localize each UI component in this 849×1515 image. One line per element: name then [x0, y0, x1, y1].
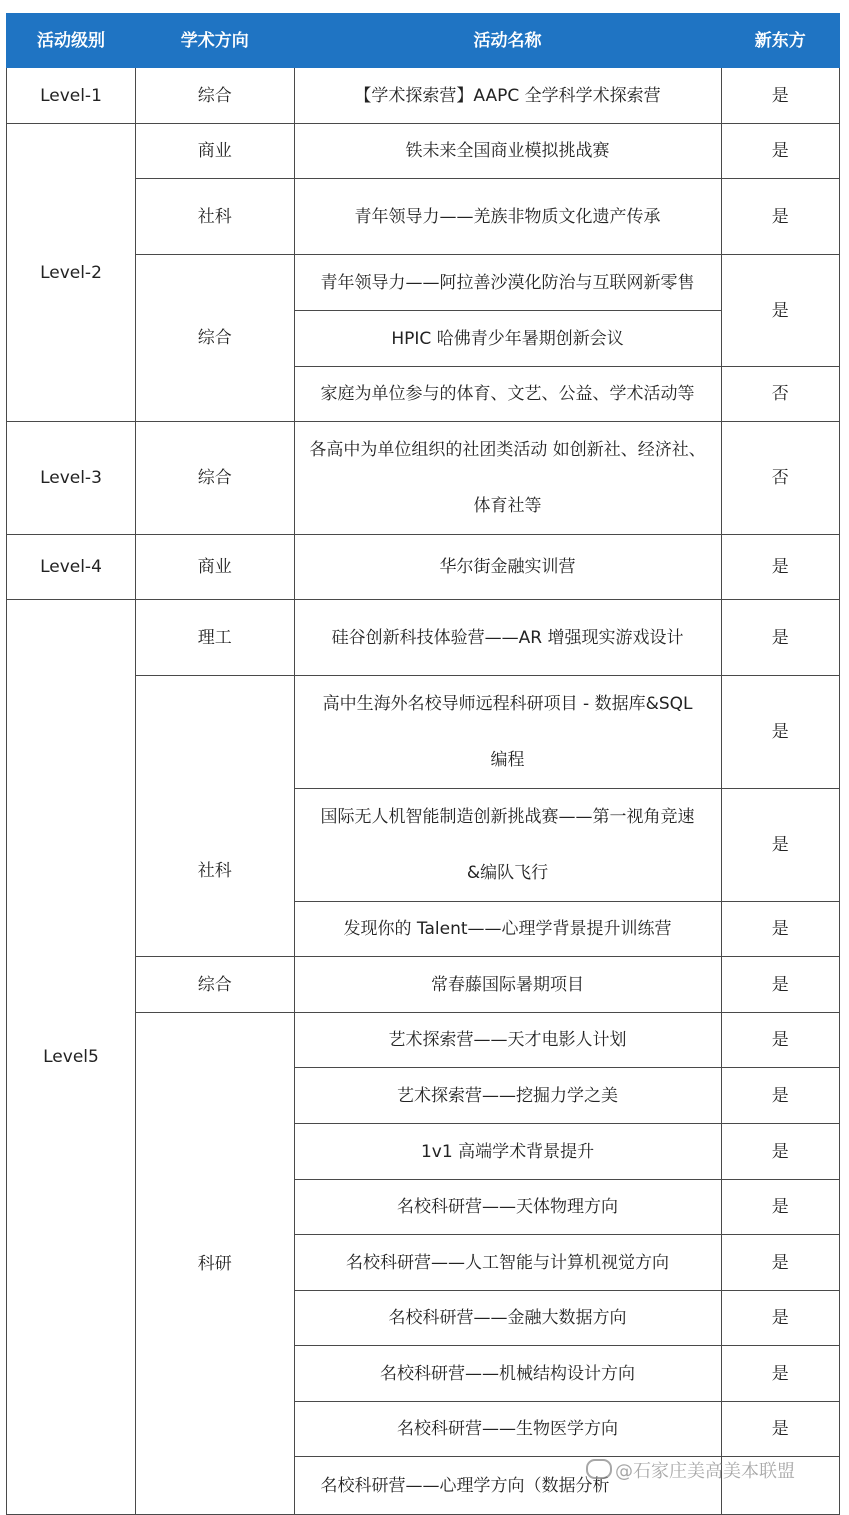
activity-name-line2: 编程 — [490, 750, 525, 770]
table-row — [7, 600, 840, 676]
activity-name: 青年领导力——羌族非物质文化遗产传承 — [294, 179, 721, 255]
xdf-cell: 是 — [721, 124, 839, 179]
table-row — [7, 535, 840, 600]
header-name: 活动名称 — [294, 14, 721, 68]
activity-name: 铁未来全国商业模拟挑战赛 — [294, 124, 721, 179]
table-row — [7, 422, 840, 535]
level-cell: Level-3 — [7, 422, 136, 535]
activity-name-line2: &编队飞行 — [466, 863, 549, 883]
direction-cell: 社科 — [135, 179, 294, 255]
direction-cell: 社科 — [135, 676, 294, 957]
xdf-cell: 是 — [721, 789, 839, 902]
direction-cell: 理工 — [135, 600, 294, 676]
xdf-cell: 是 — [721, 1402, 839, 1457]
xdf-cell: 是 — [721, 1068, 839, 1124]
activity-name-line1: 国际无人机智能制造创新挑战赛——第一视角竞速 — [320, 807, 695, 827]
activity-name: 青年领导力——阿拉善沙漠化防治与互联网新零售 — [294, 255, 721, 311]
xdf-cell: 是 — [721, 1013, 839, 1068]
xdf-cell: 是 — [721, 68, 839, 124]
direction-cell: 综合 — [135, 255, 294, 422]
level-cell: Level-4 — [7, 535, 136, 600]
xdf-cell: 是 — [721, 957, 839, 1013]
activity-name: 名校科研营——金融大数据方向 — [294, 1291, 721, 1346]
wechat-icon — [586, 1459, 612, 1479]
activity-name: 【学术探索营】AAPC 全学科学术探索营 — [294, 68, 721, 124]
activity-name: 名校科研营——生物医学方向 — [294, 1402, 721, 1457]
xdf-cell: 是 — [721, 535, 839, 600]
activity-name — [294, 676, 721, 789]
direction-cell: 商业 — [135, 124, 294, 179]
xdf-cell: 否 — [721, 422, 839, 535]
direction-cell: 科研 — [135, 1013, 294, 1515]
direction-cell: 综合 — [135, 957, 294, 1013]
activity-name: 常春藤国际暑期项目 — [294, 957, 721, 1013]
level-cell: Level-1 — [7, 68, 136, 124]
activity-name-line1: 各高中为单位组织的社团类活动 如创新社、经济社、 — [309, 440, 706, 460]
table-row — [7, 68, 840, 124]
watermark — [586, 1457, 795, 1483]
activity-name-line1: 高中生海外名校导师远程科研项目 - 数据库&SQL — [322, 694, 693, 714]
level-cell: Level-2 — [7, 124, 136, 422]
level-cell: Level5 — [7, 600, 136, 1515]
table-row — [7, 124, 840, 179]
direction-cell: 综合 — [135, 68, 294, 124]
xdf-cell: 是 — [721, 179, 839, 255]
activity-name: 名校科研营——心理学方向（数据分析 — [294, 1457, 721, 1515]
direction-cell: 综合 — [135, 422, 294, 535]
xdf-cell: 否 — [721, 367, 839, 422]
activity-name: 艺术探索营——挖掘力学之美 — [294, 1068, 721, 1124]
xdf-cell: 是 — [721, 676, 839, 789]
xdf-cell: 是 — [721, 255, 839, 367]
xdf-cell: 是 — [721, 1180, 839, 1235]
activity-name: 家庭为单位参与的体育、文艺、公益、学术活动等 — [294, 367, 721, 422]
header-xdf: 新东方 — [721, 14, 839, 68]
header-direction: 学术方向 — [135, 14, 294, 68]
xdf-cell: 是 — [721, 1291, 839, 1346]
activity-name: 名校科研营——人工智能与计算机视觉方向 — [294, 1235, 721, 1291]
direction-cell: 商业 — [135, 535, 294, 600]
activity-name: 名校科研营——天体物理方向 — [294, 1180, 721, 1235]
xdf-cell: 是 — [721, 600, 839, 676]
xdf-cell: 是 — [721, 1346, 839, 1402]
activity-name: 1v1 高端学术背景提升 — [294, 1124, 721, 1180]
header-level: 活动级别 — [7, 14, 136, 68]
activity-name: 名校科研营——机械结构设计方向 — [294, 1346, 721, 1402]
activity-name: 艺术探索营——天才电影人计划 — [294, 1013, 721, 1068]
activity-name: HPIC 哈佛青少年暑期创新会议 — [294, 311, 721, 367]
xdf-cell: 是 — [721, 902, 839, 957]
activity-table — [6, 13, 840, 1515]
activity-name — [294, 422, 721, 535]
activity-name: 硅谷创新科技体验营——AR 增强现实游戏设计 — [294, 600, 721, 676]
watermark-text: @石家庄美高美本联盟 — [615, 1461, 795, 1482]
header-row — [7, 14, 840, 68]
xdf-cell: 是 — [721, 1235, 839, 1291]
activity-name — [294, 789, 721, 902]
activity-name: 发现你的 Talent——心理学背景提升训练营 — [294, 902, 721, 957]
activity-name: 华尔街金融实训营 — [294, 535, 721, 600]
xdf-cell: 是 — [721, 1124, 839, 1180]
activity-name-line2: 体育社等 — [473, 496, 542, 516]
